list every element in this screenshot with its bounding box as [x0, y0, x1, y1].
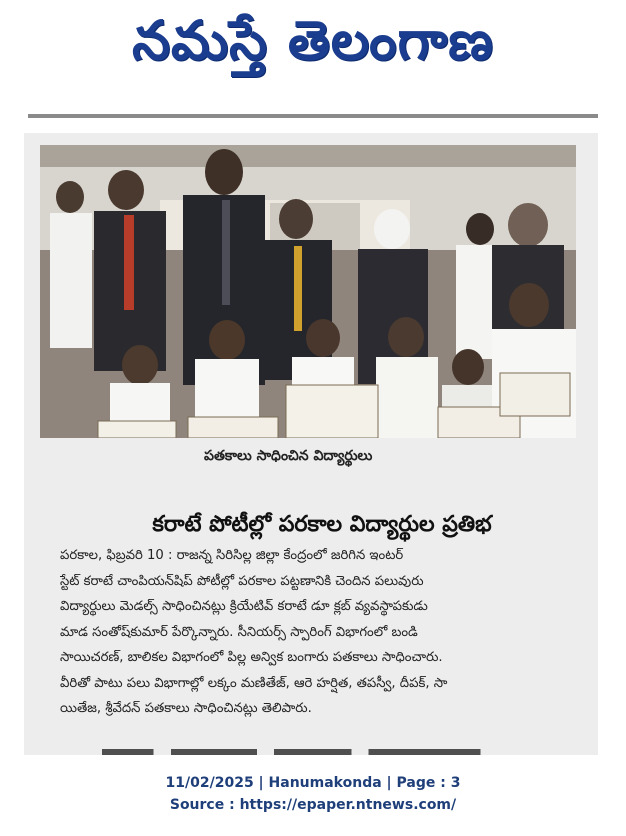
article-body-line-3: విద్యార్థులు మెడల్స్ సాధించినట్లు క్రియేటివ్ కరాటే డూ క్లబ్ వ్యవస్థాపకుడు: [60, 599, 428, 614]
article-body-line-7: యితేజ, శ్రీవేదన్ పతకాలు సాధించినట్లు తెలిపారు.: [60, 701, 312, 716]
photo-caption: పతకాలు సాధించిన విద్యార్థులు: [204, 448, 373, 464]
masthead-divider: [28, 114, 598, 118]
next-article-headline-fragment: [102, 749, 532, 755]
article-body-line-6: వీరితో పాటు పలు విభాగాల్లో లక్కం మణితేజ్, ఆరె హర్షిత, తపస్వీ, దీపక్, సా: [60, 675, 448, 691]
article-body-line-4: మాడ సంతోష్‌కుమార్ పేర్కొన్నారు. సీనియర్స్ స్పారింగ్ విభాగంలో బండి: [60, 624, 418, 640]
article-headline: కరాటే పోటీల్లో పరకాల విద్యార్థుల ప్రతిభ: [152, 511, 492, 537]
group-photo-illustration: [40, 145, 576, 438]
newspaper-clipping: [24, 133, 598, 755]
footer-date-page: 11/02/2025 | Hanumakonda | Page : 3: [165, 775, 461, 791]
article-photo: [40, 145, 576, 438]
newspaper-masthead-title: నమస్తే తెలంగాణ: [132, 8, 494, 72]
masthead: [0, 0, 626, 80]
article-body-line-2: స్టేట్ కరాటే చాంపియన్‌షిప్ పోటీల్లో పరకాల పట్టణానికి చెందిన పలువురు: [60, 573, 424, 589]
footer-source-link: Source : https://epaper.ntnews.com/: [169, 797, 457, 813]
article-body-line-5: సాయిచరణ్, బాలికల విభాగంలో పిల్ల అన్విక బంగారు పతకాలు సాధించారు.: [60, 650, 443, 665]
article-body-line-1: పరకాల, ఫిబ్రవరి 10 : రాజన్న సిరిసిల్ల జిల్లా కేంద్రంలో జరిగిన ఇంటర్: [60, 548, 404, 563]
next-article-headline-clipped: [102, 743, 532, 755]
article-body: [60, 543, 576, 722]
